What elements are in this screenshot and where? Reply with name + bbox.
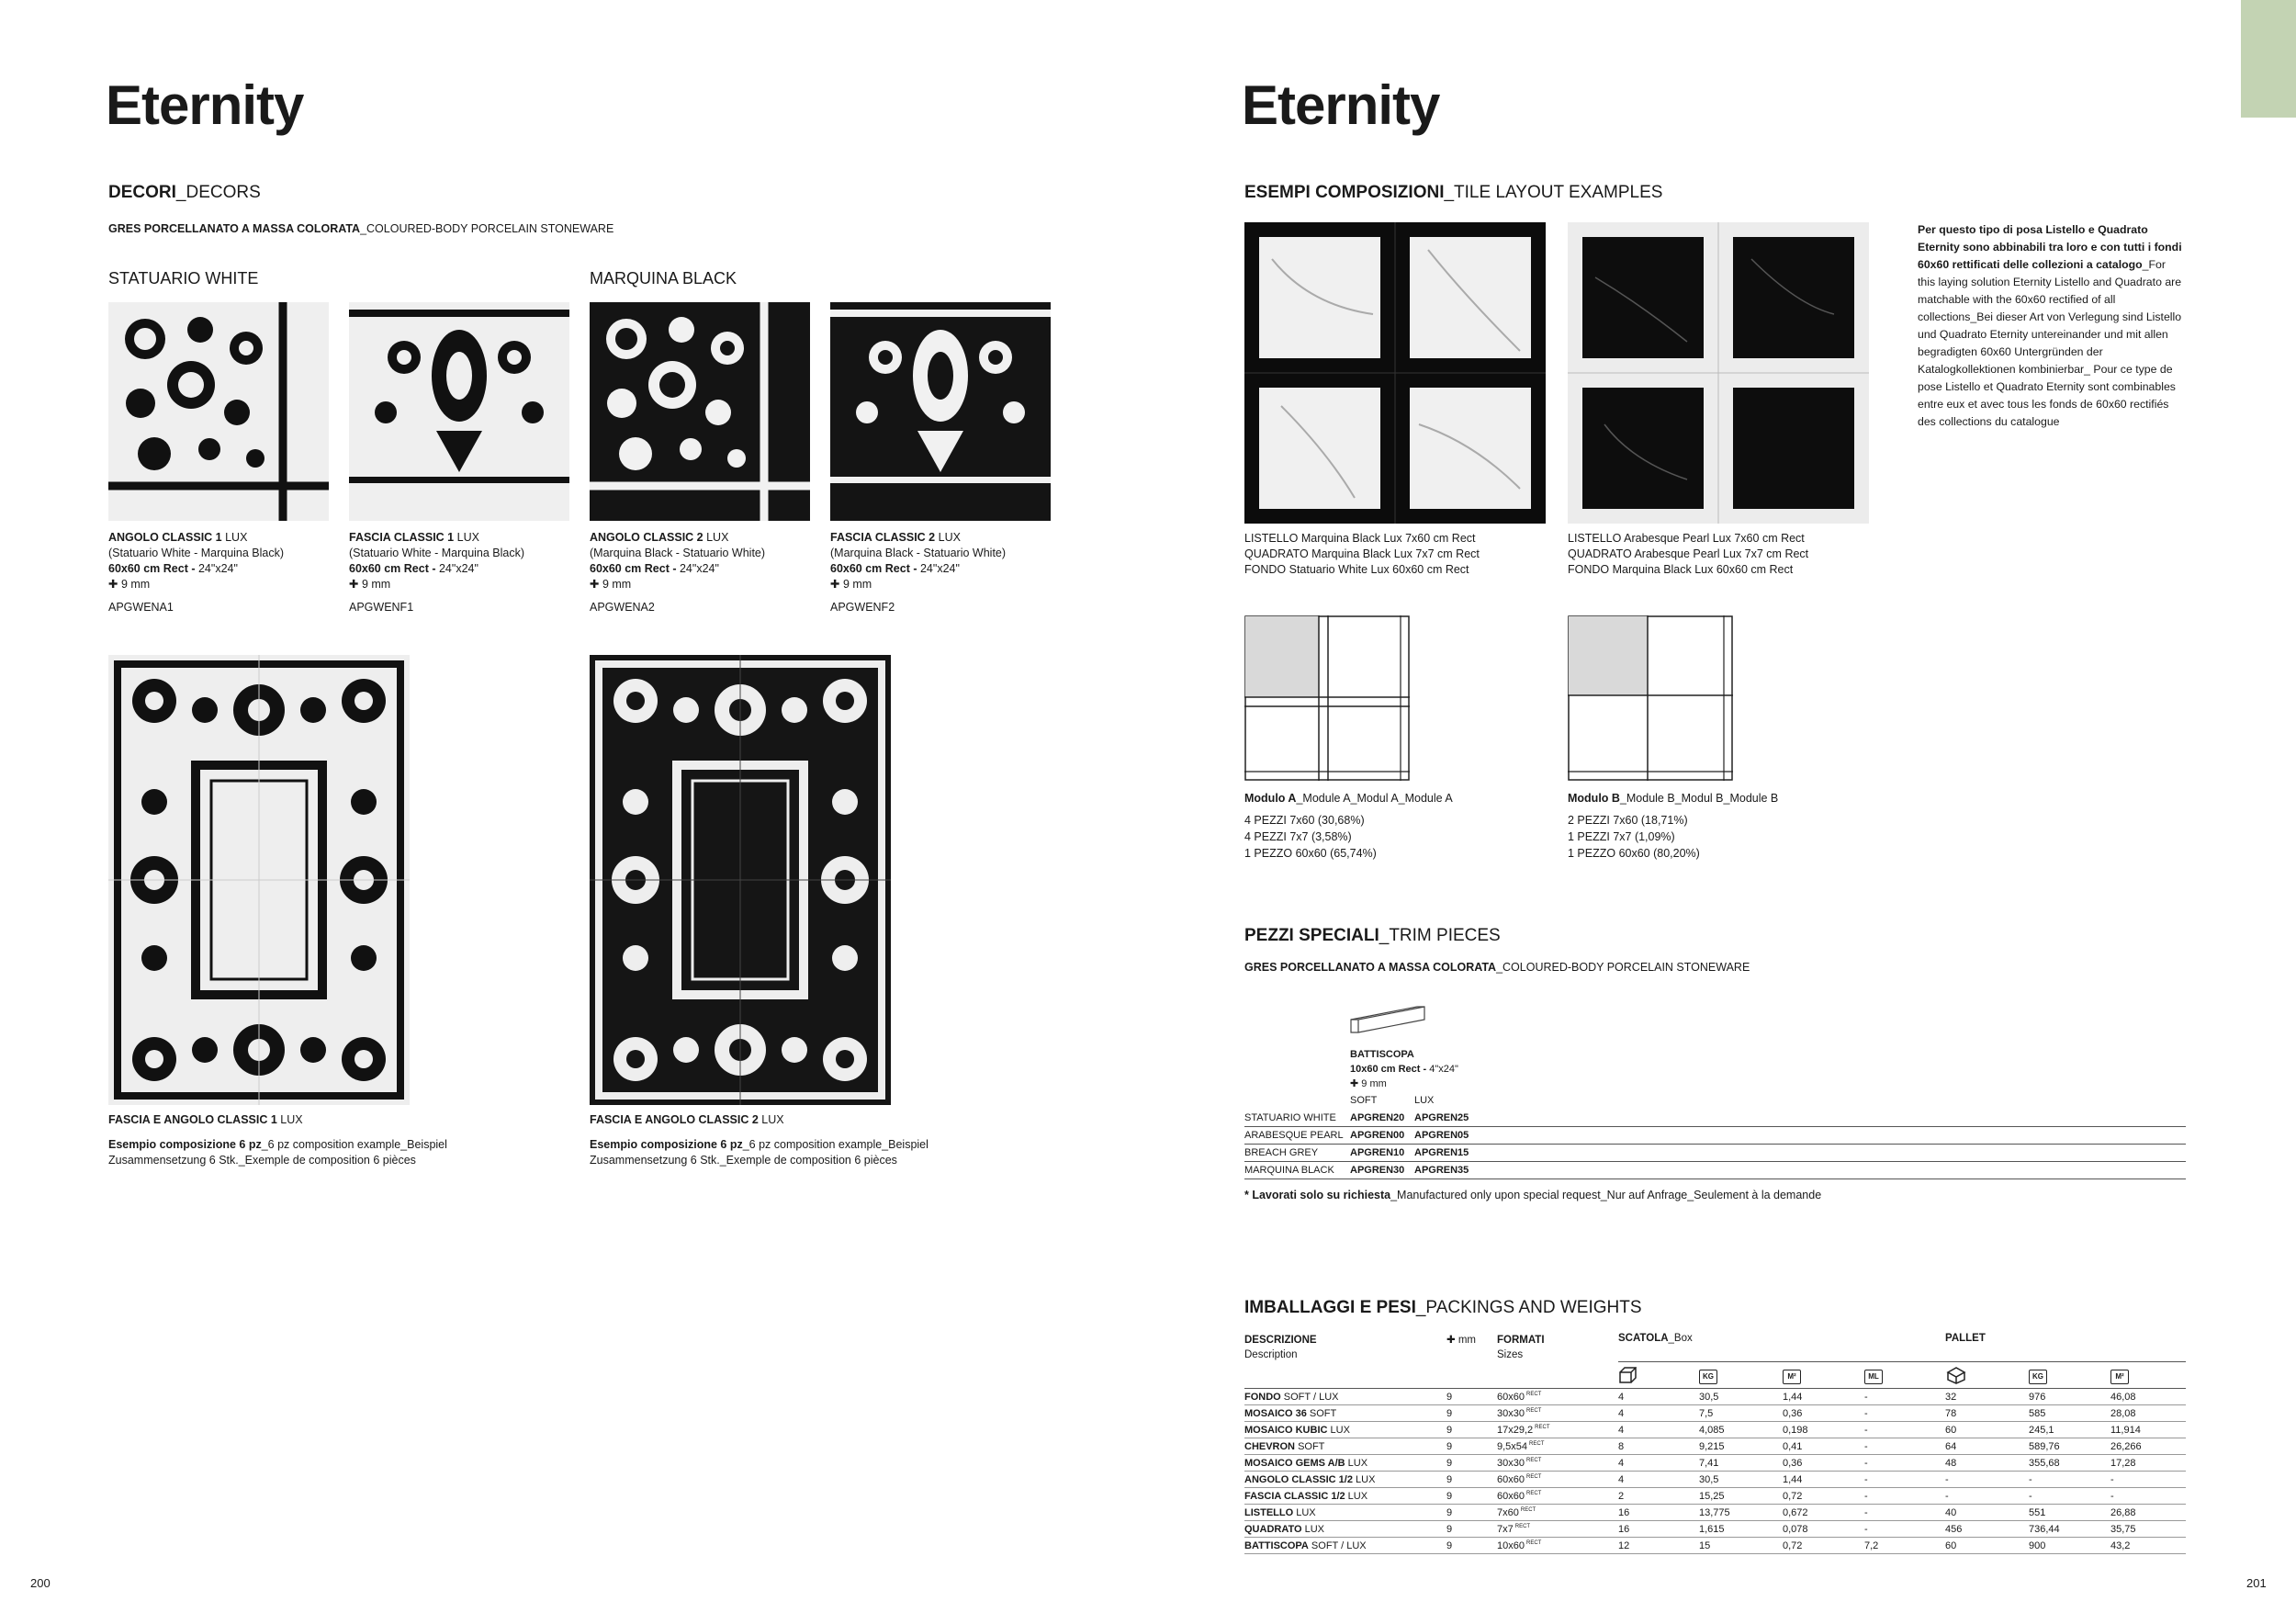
packing-header-formats: FORMATI Sizes <box>1497 1335 1545 1360</box>
cell-pallet-boxes: 32 <box>1945 1389 2029 1405</box>
table-row: BREACH GREY APGREN10 APGREN15 <box>1244 1145 2186 1162</box>
cell-pallet-kg: 900 <box>2029 1538 2110 1554</box>
cell-pallet-m2: 46,08 <box>2110 1389 2186 1405</box>
cell-description: FASCIA CLASSIC 1/2 LUX <box>1244 1488 1446 1505</box>
table-row <box>1244 1389 2186 1405</box>
thickness-icon: ✚ <box>1446 1335 1456 1346</box>
left-page-title: Eternity <box>106 74 304 136</box>
cell-pallet-m2: 26,88 <box>2110 1505 2186 1521</box>
cell-pallet-m2: - <box>2110 1472 2186 1488</box>
thickness-icon: ✚ <box>108 578 118 591</box>
cell-box-m2: 0,72 <box>1783 1488 1864 1505</box>
cell-pallet-kg: - <box>2029 1488 2110 1505</box>
cell-format: 60x60 $^{RECT}$ <box>1497 1389 1618 1405</box>
packing-header-description: DESCRIZIONE Description <box>1244 1335 1317 1360</box>
cell-pallet-m2: 26,266 <box>2110 1438 2186 1455</box>
box-pieces-icon <box>1618 1367 1637 1388</box>
table-row <box>1244 1505 2186 1521</box>
column-heading-marquina: MARQUINA BLACK <box>590 269 737 288</box>
battiscopa-icon <box>1347 1001 1430 1034</box>
cell-box-m2: 0,72 <box>1783 1538 1864 1554</box>
cell-format: 17x29,2 $^{RECT}$ <box>1497 1422 1618 1438</box>
cell-box-pieces: 4 <box>1618 1472 1699 1488</box>
layout-example-1-image <box>1244 222 1546 524</box>
cell-pallet-boxes: 60 <box>1945 1422 2029 1438</box>
thickness-icon: ✚ <box>1350 1078 1359 1089</box>
cell-box-ml: - <box>1864 1422 1945 1438</box>
tile-image-angolo-classic-1 <box>108 302 329 521</box>
cell-description: ANGOLO CLASSIC 1/2 LUX <box>1244 1472 1446 1488</box>
table-row: ARABESQUE PEARL APGREN00 APGREN05 <box>1244 1127 2186 1145</box>
cell-format: 7x60 $^{RECT}$ <box>1497 1505 1618 1521</box>
cell-box-kg: 7,41 <box>1699 1455 1783 1472</box>
tile-image-angolo-classic-2 <box>590 302 810 521</box>
pallet-area-icon: M² <box>2110 1367 2129 1384</box>
cell-box-pieces: 2 <box>1618 1488 1699 1505</box>
cell-pallet-boxes: 40 <box>1945 1505 2029 1521</box>
cell-box-m2: 0,198 <box>1783 1422 1864 1438</box>
cell-box-pieces: 16 <box>1618 1521 1699 1538</box>
cell-box-ml: - <box>1864 1438 1945 1455</box>
cell-format: 7x7 $^{RECT}$ <box>1497 1521 1618 1538</box>
cell-box-ml: - <box>1864 1472 1945 1488</box>
cell-box-m2: 0,36 <box>1783 1455 1864 1472</box>
cell-pallet-boxes: 78 <box>1945 1405 2029 1422</box>
trim-subtitle: GRES PORCELLANATO A MASSA COLORATA_COLOURED-BODY PORCELAIN STONEWARE <box>1244 961 1750 974</box>
trim-head-soft: SOFT <box>1350 1095 1378 1106</box>
cell-format: 60x60 $^{RECT}$ <box>1497 1488 1618 1505</box>
tile-image-fascia-classic-1 <box>349 302 569 521</box>
cell-pallet-kg: 585 <box>2029 1405 2110 1422</box>
cell-box-pieces: 4 <box>1618 1455 1699 1472</box>
cell-pallet-kg: 736,44 <box>2029 1521 2110 1538</box>
thickness-icon: ✚ <box>830 578 840 591</box>
cell-pallet-kg: - <box>2029 1472 2110 1488</box>
table-row <box>1244 1405 2186 1422</box>
cell-format: 9,5x54 $^{RECT}$ <box>1497 1438 1618 1455</box>
cell-box-pieces: 4 <box>1618 1389 1699 1405</box>
table-row <box>1244 1438 2186 1455</box>
cell-box-ml: - <box>1864 1389 1945 1405</box>
cell-pallet-boxes: 48 <box>1945 1455 2029 1472</box>
cell-pallet-kg: 589,76 <box>2029 1438 2110 1455</box>
cell-format: 30x30 $^{RECT}$ <box>1497 1405 1618 1422</box>
cell-thickness: 9 <box>1446 1521 1497 1538</box>
cell-pallet-m2: 11,914 <box>2110 1422 2186 1438</box>
table-row <box>1244 1538 2186 1554</box>
cell-box-pieces: 12 <box>1618 1538 1699 1554</box>
cell-pallet-kg: 355,68 <box>2029 1455 2110 1472</box>
cell-format: 10x60 $^{RECT}$ <box>1497 1538 1618 1554</box>
cell-box-m2: 0,672 <box>1783 1505 1864 1521</box>
layout-example-2-image <box>1568 222 1869 524</box>
cell-thickness: 9 <box>1446 1538 1497 1554</box>
column-heading-statuario: STATUARIO WHITE <box>108 269 259 288</box>
cell-thickness: 9 <box>1446 1505 1497 1521</box>
cell-box-m2: 0,41 <box>1783 1438 1864 1455</box>
pallet-boxes-icon <box>1945 1366 1967 1389</box>
cell-pallet-boxes: 456 <box>1945 1521 2029 1538</box>
layout-example-1-caption: LISTELLO Marquina Black Lux 7x60 cm Rect QUADRATO Marquina Black Lux 7x7 cm Rect FONDO Statuario White Lux 60x60 cm Rect <box>1244 532 1480 576</box>
table-row <box>1244 1455 2186 1472</box>
cell-thickness: 9 <box>1446 1422 1497 1438</box>
layout-example-2-caption: LISTELLO Arabesque Pearl Lux 7x60 cm Rect QUADRATO Arabesque Pearl Lux 7x7 cm Rect FONDO Marquina Black Lux 60x60 cm Rect <box>1568 532 1809 576</box>
cell-box-pieces: 4 <box>1618 1422 1699 1438</box>
cell-pallet-m2: 43,2 <box>2110 1538 2186 1554</box>
cell-box-ml: - <box>1864 1488 1945 1505</box>
cell-pallet-boxes: - <box>1945 1472 2029 1488</box>
table-row <box>1244 1521 2186 1538</box>
cell-box-kg: 30,5 <box>1699 1389 1783 1405</box>
cell-pallet-boxes: 60 <box>1945 1538 2029 1554</box>
trim-section-title: PEZZI SPECIALI_TRIM PIECES <box>1244 926 1501 945</box>
composition-caption-1: FASCIA E ANGOLO CLASSIC 1 LUX Esempio composizione 6 pz_6 pz composition example_Beispiel Zusammensetzung 6 Stk._Exemple de composition 6 pièces <box>108 1113 447 1167</box>
cell-pallet-m2: - <box>2110 1488 2186 1505</box>
trim-note: * Lavorati solo su richiesta_Manufactured only upon special request_Nur auf Anfrage_Seulement à la demande <box>1244 1189 1822 1201</box>
cell-pallet-kg: 245,1 <box>2029 1422 2110 1438</box>
cell-box-m2: 0,36 <box>1783 1405 1864 1422</box>
cell-pallet-boxes: - <box>1945 1488 2029 1505</box>
box-linear-icon: ML <box>1864 1367 1883 1384</box>
box-area-icon: M² <box>1783 1367 1801 1384</box>
cell-box-pieces: 4 <box>1618 1405 1699 1422</box>
cell-box-kg: 7,5 <box>1699 1405 1783 1422</box>
tile-caption-4: FASCIA CLASSIC 2 LUX (Marquina Black - Statuario White) 60x60 cm Rect - 24"x24" ✚ 9 mm APGWENF2 <box>830 531 1007 614</box>
cell-thickness: 9 <box>1446 1389 1497 1405</box>
module-a-diagram <box>1244 615 1410 781</box>
composition-caption-2: FASCIA E ANGOLO CLASSIC 2 LUX Esempio composizione 6 pz_6 pz composition example_Beispiel Zusammensetzung 6 Stk._Exemple de composition 6 pièces <box>590 1113 929 1167</box>
composition-image-classic-2 <box>590 655 891 1105</box>
cell-box-ml: - <box>1864 1455 1945 1472</box>
battiscopa-spec: BATTISCOPA 10x60 cm Rect - 4"x24" ✚ 9 mm <box>1350 1049 1458 1089</box>
table-row <box>1244 1422 2186 1438</box>
cell-box-m2: 1,44 <box>1783 1389 1864 1405</box>
corner-color-tab <box>2241 0 2296 118</box>
cell-format: 30x30 $^{RECT}$ <box>1497 1455 1618 1472</box>
cell-box-kg: 15,25 <box>1699 1488 1783 1505</box>
module-b-diagram <box>1568 615 1733 781</box>
table-row: MARQUINA BLACK APGREN30 APGREN35 <box>1244 1162 2186 1179</box>
trim-head-lux: LUX <box>1414 1095 1435 1106</box>
packing-header-box: SCATOLA_Box <box>1618 1333 1693 1344</box>
packing-header-divider <box>1618 1361 2186 1362</box>
cell-box-kg: 30,5 <box>1699 1472 1783 1488</box>
cell-description: MOSAICO 36 SOFT <box>1244 1405 1446 1422</box>
tile-caption-3: ANGOLO CLASSIC 2 LUX (Marquina Black - Statuario White) 60x60 cm Rect - 24"x24" ✚ 9 mm APGWENA2 <box>590 531 766 614</box>
packing-header-mm: ✚ mm <box>1446 1335 1477 1346</box>
cell-description: QUADRATO LUX <box>1244 1521 1446 1538</box>
cell-thickness: 9 <box>1446 1438 1497 1455</box>
cell-pallet-m2: 35,75 <box>2110 1521 2186 1538</box>
cell-thickness: 9 <box>1446 1488 1497 1505</box>
right-page-title: Eternity <box>1242 74 1440 136</box>
thickness-icon: ✚ <box>349 578 359 591</box>
cell-description: MOSAICO KUBIC LUX <box>1244 1422 1446 1438</box>
cell-description: MOSAICO GEMS A/B LUX <box>1244 1455 1446 1472</box>
packing-weights-table <box>1244 1388 2186 1554</box>
table-row: STATUARIO WHITE APGREN20 APGREN25 <box>1244 1110 2186 1127</box>
thickness-icon: ✚ <box>590 578 600 591</box>
cell-description: BATTISCOPA SOFT / LUX <box>1244 1538 1446 1554</box>
tile-image-fascia-classic-2 <box>830 302 1051 521</box>
cell-box-kg: 1,615 <box>1699 1521 1783 1538</box>
table-row <box>1244 1472 2186 1488</box>
tile-caption-2: FASCIA CLASSIC 1 LUX (Statuario White - Marquina Black) 60x60 cm Rect - 24"x24" ✚ 9 mm APGWENF1 <box>349 531 525 614</box>
page-number-right: 201 <box>2246 1576 2267 1590</box>
cell-box-ml: - <box>1864 1505 1945 1521</box>
module-b-caption: Modulo B_Module B_Modul B_Module B 2 PEZZI 7x60 (18,71%) 1 PEZZI 7x7 (1,09%) 1 PEZZO 60x60 (80,20%) <box>1568 792 1779 860</box>
cell-box-kg: 13,775 <box>1699 1505 1783 1521</box>
cell-description: CHEVRON SOFT <box>1244 1438 1446 1455</box>
cell-description: FONDO SOFT / LUX <box>1244 1389 1446 1405</box>
page-number-left: 200 <box>30 1576 51 1590</box>
cell-box-pieces: 16 <box>1618 1505 1699 1521</box>
box-weight-icon: KG <box>1699 1367 1717 1384</box>
cell-box-ml: 7,2 <box>1864 1538 1945 1554</box>
cell-box-pieces: 8 <box>1618 1438 1699 1455</box>
cell-box-kg: 9,215 <box>1699 1438 1783 1455</box>
composition-image-classic-1 <box>108 655 410 1105</box>
cell-box-ml: - <box>1864 1405 1945 1422</box>
decori-section-title: DECORI_DECORS <box>108 183 261 202</box>
cell-thickness: 9 <box>1446 1405 1497 1422</box>
cell-thickness: 9 <box>1446 1455 1497 1472</box>
cell-pallet-m2: 28,08 <box>2110 1405 2186 1422</box>
cell-box-kg: 15 <box>1699 1538 1783 1554</box>
layout-examples-section-title: ESEMPI COMPOSIZIONI_TILE LAYOUT EXAMPLES <box>1244 183 1663 202</box>
cell-box-m2: 1,44 <box>1783 1472 1864 1488</box>
cell-pallet-kg: 551 <box>2029 1505 2110 1521</box>
cell-description: LISTELLO LUX <box>1244 1505 1446 1521</box>
cell-pallet-boxes: 64 <box>1945 1438 2029 1455</box>
decori-subtitle: GRES PORCELLANATO A MASSA COLORATA_COLOURED-BODY PORCELAIN STONEWARE <box>108 222 614 235</box>
layout-side-note: Per questo tipo di posa Listello e Quadrato Eternity sono abbinabili tra loro e con tutti i fondi 60x60 rettificati delle collezioni a catalogo_For this laying solution Eternity Listello and Quadrato are matchable with the 60x60 rectified of all collections_Bei dieser Art von Verlegung sind Listello und Quadrato Eternity untereinander und mit allen begradigten 60x60 Untergründen der Katalogkollektionen kombinierbar_ Pour ce type de pose Listello et Quadrato Eternity sont combinables entre eux et avec tous les fonds de 60x60 rectifiés des collections du catalogue <box>1918 223 2182 428</box>
cell-box-kg: 4,085 <box>1699 1422 1783 1438</box>
module-a-caption: Modulo A_Module A_Modul A_Module A 4 PEZZI 7x60 (30,68%) 4 PEZZI 7x7 (3,58%) 1 PEZZO 60x60 (65,74%) <box>1244 792 1453 860</box>
tile-caption-1: ANGOLO CLASSIC 1 LUX (Statuario White - Marquina Black) 60x60 cm Rect - 24"x24" ✚ 9 mm APGWENA1 <box>108 531 285 614</box>
cell-box-ml: - <box>1864 1521 1945 1538</box>
packing-header-pallet: PALLET <box>1945 1333 1986 1344</box>
cell-box-m2: 0,078 <box>1783 1521 1864 1538</box>
packing-section-title: IMBALLAGGI E PESI_PACKINGS AND WEIGHTS <box>1244 1298 1642 1317</box>
table-row <box>1244 1488 2186 1505</box>
pallet-weight-icon: KG <box>2029 1367 2047 1384</box>
cell-thickness: 9 <box>1446 1472 1497 1488</box>
cell-format: 60x60 $^{RECT}$ <box>1497 1472 1618 1488</box>
cell-pallet-m2: 17,28 <box>2110 1455 2186 1472</box>
trim-codes-table <box>1244 1110 2186 1179</box>
cell-pallet-kg: 976 <box>2029 1389 2110 1405</box>
